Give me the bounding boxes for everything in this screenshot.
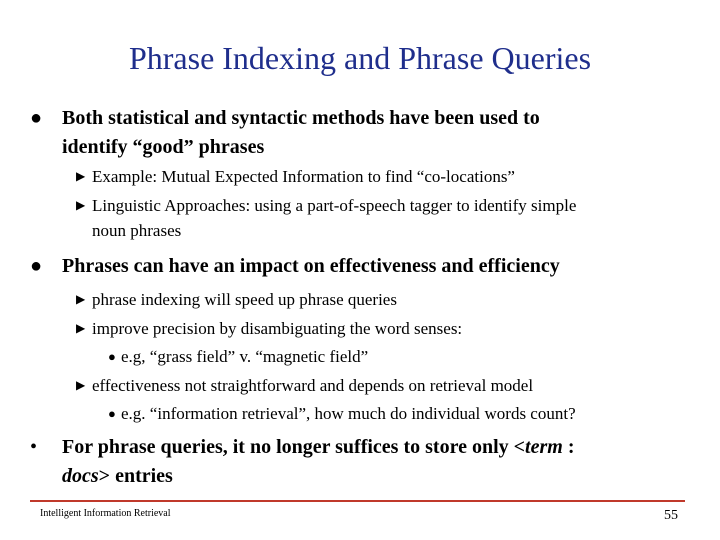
- bullet-dot-icon: •: [30, 436, 38, 458]
- sub-bullet-precision: [76, 316, 696, 341]
- bullet-statistical-syntactic: [30, 104, 690, 162]
- sub-bullet-linguistic: [76, 193, 696, 243]
- sub-bullet-text: phrase indexing will speed up phrase queries: [92, 290, 397, 309]
- bullet-line: identify “good” phrases: [62, 136, 265, 158]
- sub-bullet-text: Example: Mutual Expected Information to find “co-locations”: [92, 167, 515, 186]
- footer-divider: [30, 500, 685, 502]
- bullet-dot-icon: ●: [108, 406, 116, 421]
- footer-course-title: Intelligent Information Retrieval: [40, 508, 171, 519]
- triangle-icon: ▶: [76, 321, 86, 335]
- sub-bullet-example: [76, 164, 696, 189]
- bullet-line: Both statistical and syntactic methods have been used to: [62, 107, 540, 129]
- bullet-phrases-impact: [30, 252, 690, 281]
- bullet-dot-icon: ●: [30, 255, 43, 277]
- sub-bullet-text: effectiveness not straightforward and depends on retrieval model: [92, 376, 534, 395]
- term-word: term: [525, 436, 563, 458]
- bullet-line: [62, 462, 690, 491]
- bullet-line: [62, 433, 690, 462]
- bullet-dot-icon: ●: [108, 349, 116, 364]
- bullet-text: :: [562, 436, 575, 458]
- sub-bullet-text: noun phrases: [92, 221, 182, 240]
- sub-bullet-text: improve precision by disambiguating the word senses:: [92, 319, 463, 338]
- page-number: 55: [664, 508, 678, 523]
- triangle-icon: ▶: [76, 169, 86, 183]
- bullet-text: For phrase queries, it no longer suffices to store only <: [62, 436, 526, 458]
- triangle-icon: ▶: [76, 378, 86, 392]
- sub-bullet-speed: [76, 287, 696, 312]
- sub-bullet-text: Linguistic Approaches: using a part-of-speech tagger to identify simple: [92, 196, 577, 215]
- bullet-dot-icon: ●: [30, 107, 43, 129]
- sub-sub-bullet-grass-field: [108, 344, 708, 369]
- bullet-phrase-queries: [30, 433, 690, 491]
- triangle-icon: ▶: [76, 198, 86, 212]
- triangle-icon: ▶: [76, 292, 86, 306]
- bullet-line: Phrases can have an impact on effectiveness and efficiency: [62, 255, 560, 277]
- sub-bullet-effectiveness: [76, 373, 696, 398]
- bullet-text: > entries: [98, 465, 173, 487]
- docs-word: docs: [62, 465, 99, 487]
- sub-sub-bullet-information-retrieval: [108, 401, 708, 426]
- slide-title: Phrase Indexing and Phrase Queries: [128, 40, 592, 76]
- sub-sub-bullet-text: e.g. “information retrieval”, how much do individual words count?: [121, 404, 576, 423]
- sub-sub-bullet-text: e.g, “grass field” v. “magnetic field”: [121, 347, 369, 366]
